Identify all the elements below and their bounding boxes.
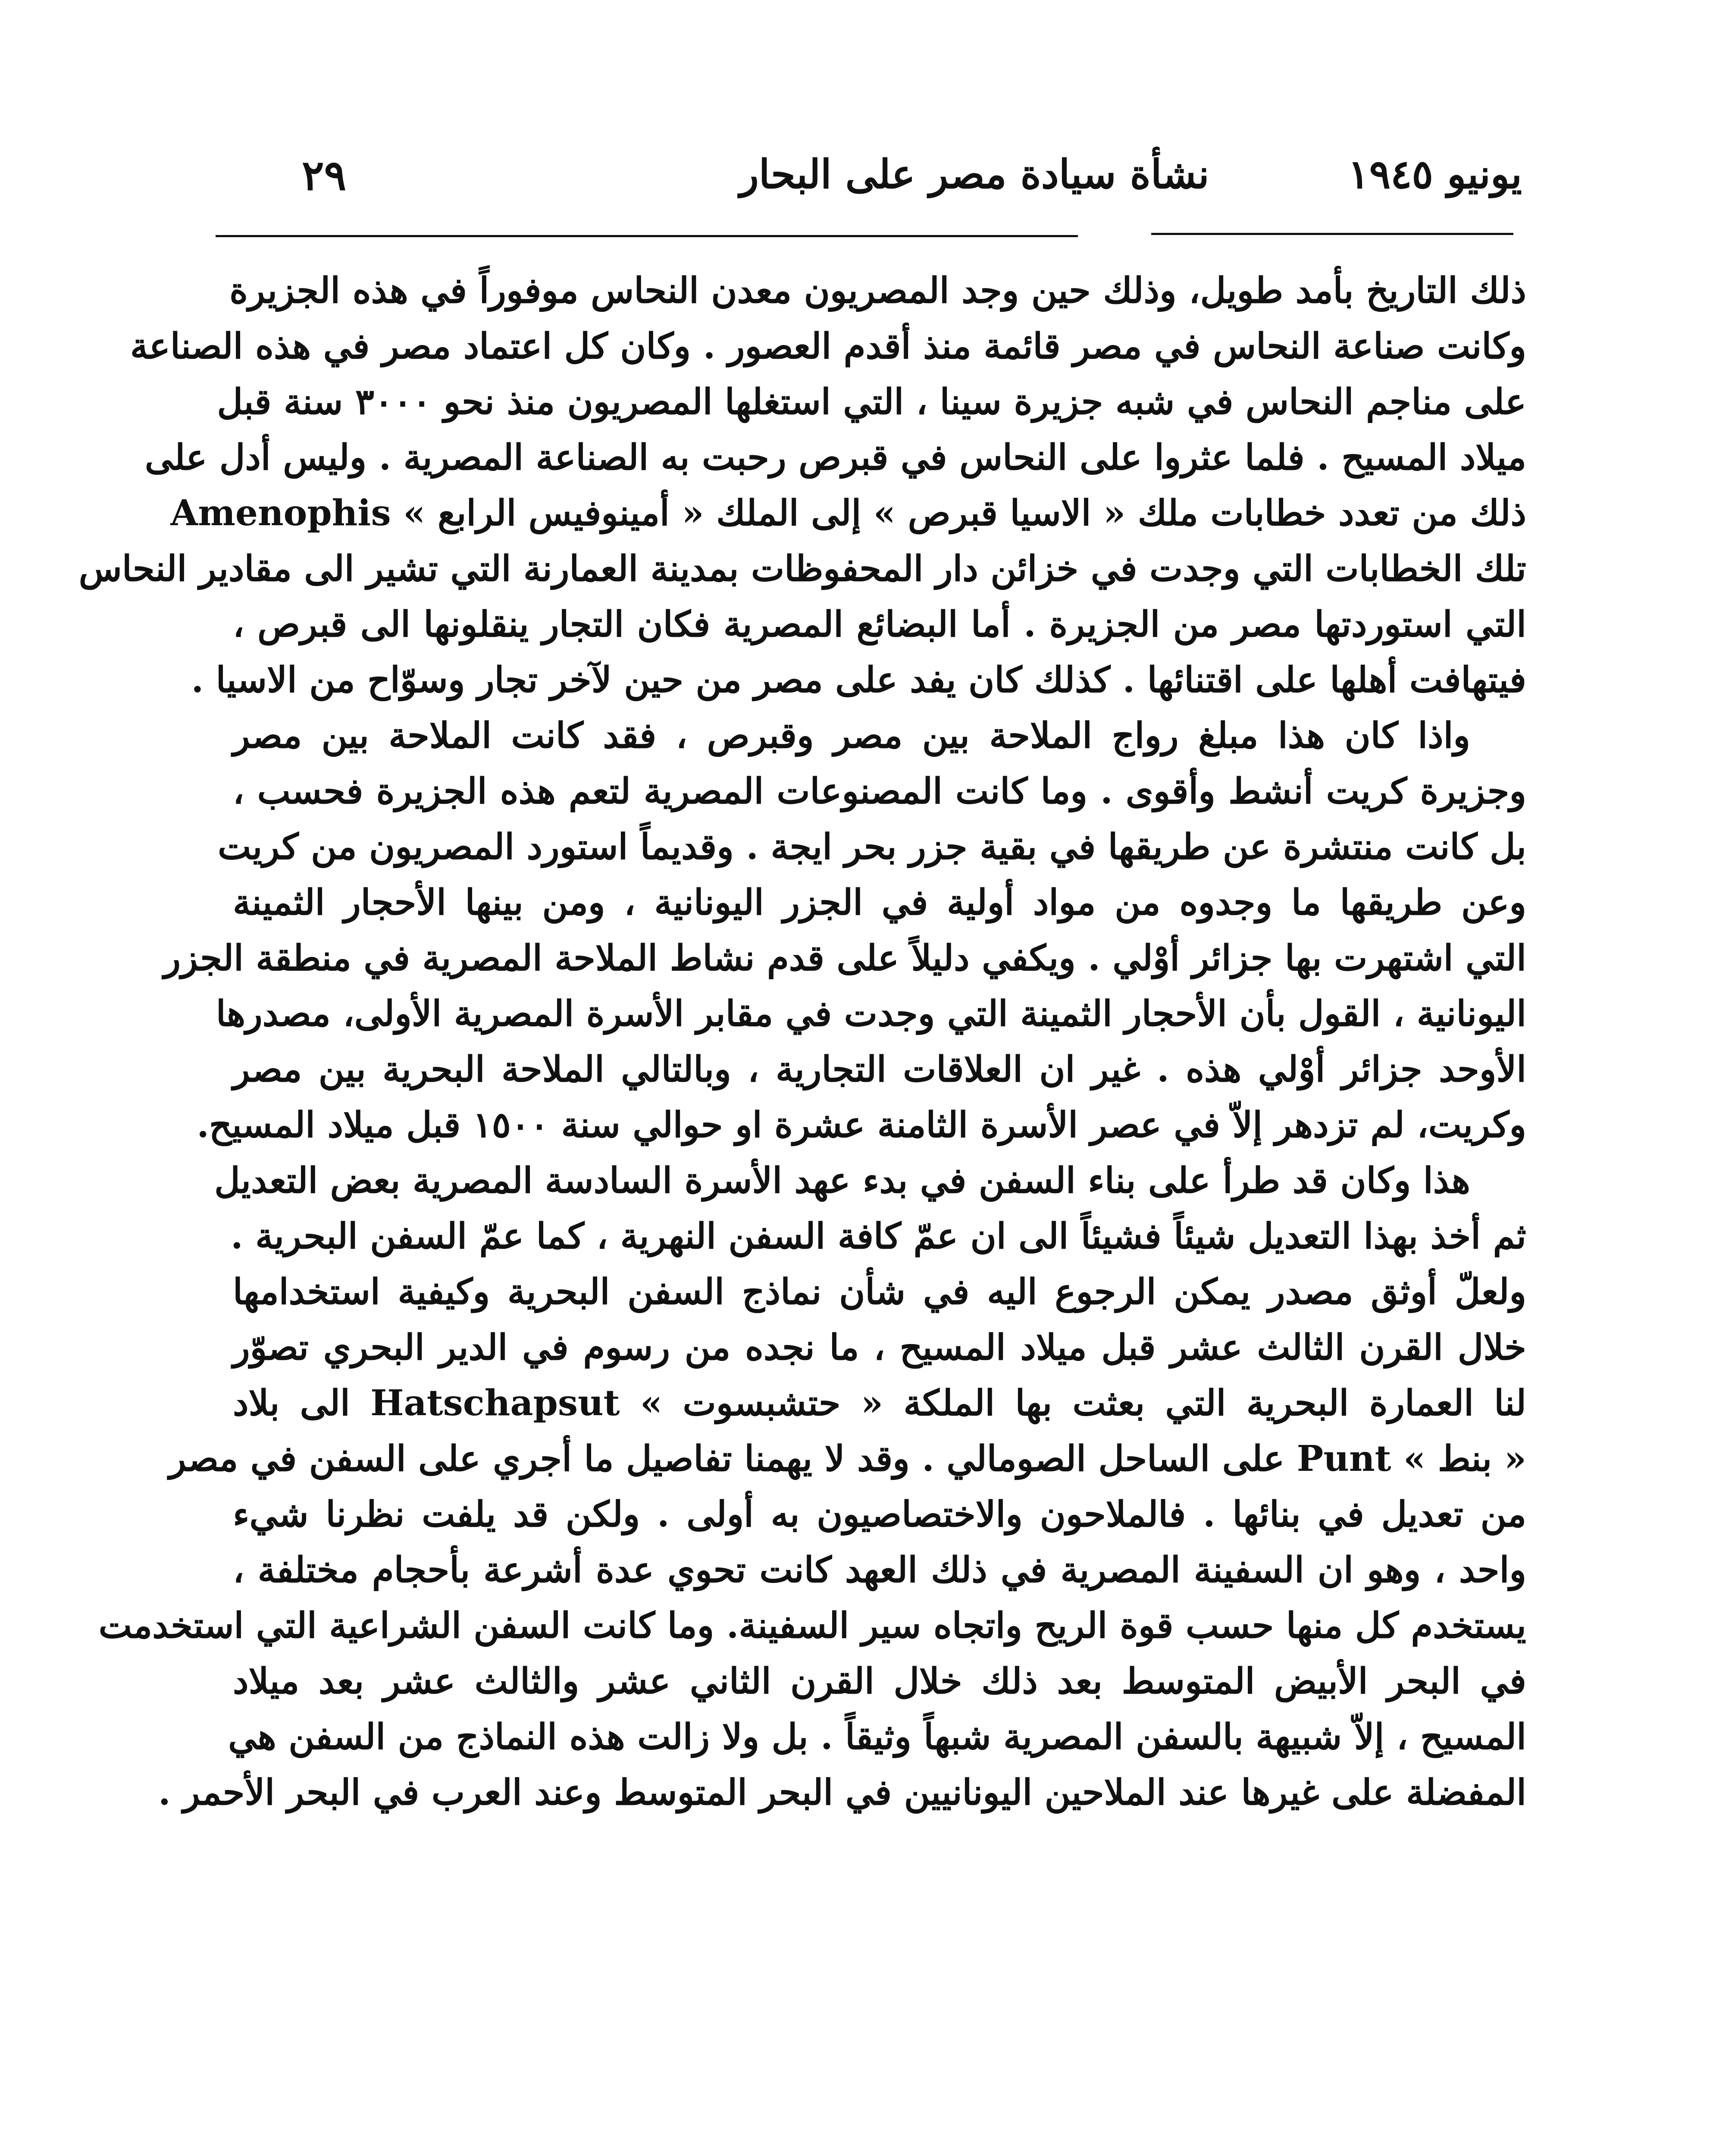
text-line: المسيح ، إلاّ شبيهة بالسفن المصرية شبهاً وثيقاً . بل ولا زالت هذه النماذج من السفن هي <box>228 1716 1526 1758</box>
text-line: التي استوردتها مصر من الجزيرة . أما البضائع المصرية فكان التجار ينقلونها الى قبرص ، <box>233 604 1526 645</box>
text-line: ذلك من تعدد خطابات ملك « الاسيا قبرص » إلى الملك « أمينوفيس الرابع » Amenophis <box>170 492 1526 534</box>
text-line: « بنط » Punt على الساحل الصومالي . وقد لا يهمنا تفاصيل ما أجري على السفن في مصر <box>169 1438 1526 1479</box>
text-line: خلال القرن الثالث عشر قبل ميلاد المسيح ، ما نجده من رسوم في الدير البحري تصوّر <box>233 1327 1526 1368</box>
chapter-title: نشأة سيادة مصر على البحار <box>739 151 1209 197</box>
text-line: اليونانية ، القول بأن الأحجار الثمينة التي وجدت في مقابر الأسرة المصرية الأولى، مصدرها <box>216 993 1526 1034</box>
header-rule-right <box>1151 233 1513 235</box>
text-line: في البحر الأبيض المتوسط بعد ذلك خلال القرن الثاني عشر والثالث عشر بعد ميلاد <box>233 1661 1526 1702</box>
issue-date: يونيو ١٩٤٥ <box>1348 151 1522 197</box>
text-line: المفضلة على غيرها عند الملاحين اليونانيين في البحر المتوسط وعند العرب في البحر الأحمر . <box>158 1772 1526 1813</box>
text-line: واحد ، وهو ان السفينة المصرية في ذلك العهد كانت تحوي عدة أشرعة بأحجام مختلفة ، <box>233 1549 1526 1591</box>
text-line: على مناجم النحاس في شبه جزيرة سينا ، التي استغلها المصريون منذ نحو ٣٠٠٠ سنة قبل <box>217 381 1526 423</box>
text-line: وعن طريقها ما وجدوه من مواد أولية في الجزر اليونانية ، ومن بينها الأحجار الثمينة <box>233 882 1526 923</box>
text-line: ميلاد المسيح . فلما عثروا على النحاس في قبرص رحبت به الصناعة المصرية . وليس أدل على <box>144 437 1526 478</box>
text-line: ولعلّ أوثق مصدر يمكن الرجوع اليه في شأن نماذج السفن البحرية وكيفية استخدامها <box>233 1271 1526 1313</box>
running-head <box>233 147 1539 211</box>
text-line: وجزيرة كريت أنشط وأقوى . وما كانت المصنوعات المصرية لتعم هذه الجزيرة فحسب ، <box>233 771 1526 812</box>
text-line: هذا وكان قد طرأ على بناء السفن في بدء عهد الأسرة السادسة المصرية بعض التعديل <box>214 1160 1470 1201</box>
text-line: ذلك التاريخ بأمد طويل، وذلك حين وجد المصريون معدن النحاس موفوراً في هذه الجزيرة <box>229 270 1526 311</box>
page-number: ٢٩ <box>302 151 347 200</box>
text-line: التي اشتهرت بها جزائر أوْلي . ويكفي دليلاً على قدم نشاط الملاحة المصرية في منطقة الجزر <box>163 937 1526 979</box>
text-line: لنا العمارة البحرية التي بعثت بها الملكة « حتشبسوت » Hatschapsut الى بلاد <box>233 1382 1526 1424</box>
text-line: من تعديل في بنائها . فالملاحون والاختصاصيون به أولى . ولكن قد يلفت نظرنا شيء <box>233 1494 1526 1535</box>
text-line: وكريت، لم تزدهر إلاّ في عصر الأسرة الثامنة عشرة او حوالي سنة ١٥٠٠ قبل ميلاد المسيح. <box>197 1104 1526 1146</box>
text-line: الأوحد جزائر أوْلي هذه . غير ان العلاقات التجارية ، وبالتالي الملاحة البحرية بين مصر <box>233 1049 1526 1090</box>
text-line: تلك الخطابات التي وجدت في خزائن دار المحفوظات بمدينة العمارنة التي تشير الى مقادير النحاس <box>78 548 1526 589</box>
text-line: يستخدم كل منها حسب قوة الريح واتجاه سير السفينة. وما كانت السفن الشراعية التي استخدمت <box>98 1605 1526 1646</box>
body-text <box>78 263 1526 1821</box>
text-line: ثم أخذ بهذا التعديل شيئاً فشيئاً الى ان عمّ كافة السفن النهرية ، كما عمّ السفن البحرية . <box>231 1216 1526 1257</box>
text-line: بل كانت منتشرة عن طريقها في بقية جزر بحر ايجة . وقديماً استورد المصريون من كريت <box>217 826 1526 868</box>
text-line: وكانت صناعة النحاس في مصر قائمة منذ أقدم العصور . وكان كل اعتماد مصر في هذه الصناعة <box>130 326 1526 367</box>
text-line: واذا كان هذا مبلغ رواج الملاحة بين مصر وقبرص ، فقد كانت الملاحة بين مصر <box>233 715 1470 756</box>
text-line: فيتهافت أهلها على اقتنائها . كذلك كان يفد على مصر من حين لآخر تجار وسوّاح من الاسيا . <box>191 659 1526 701</box>
header-rule-left <box>216 235 1078 237</box>
